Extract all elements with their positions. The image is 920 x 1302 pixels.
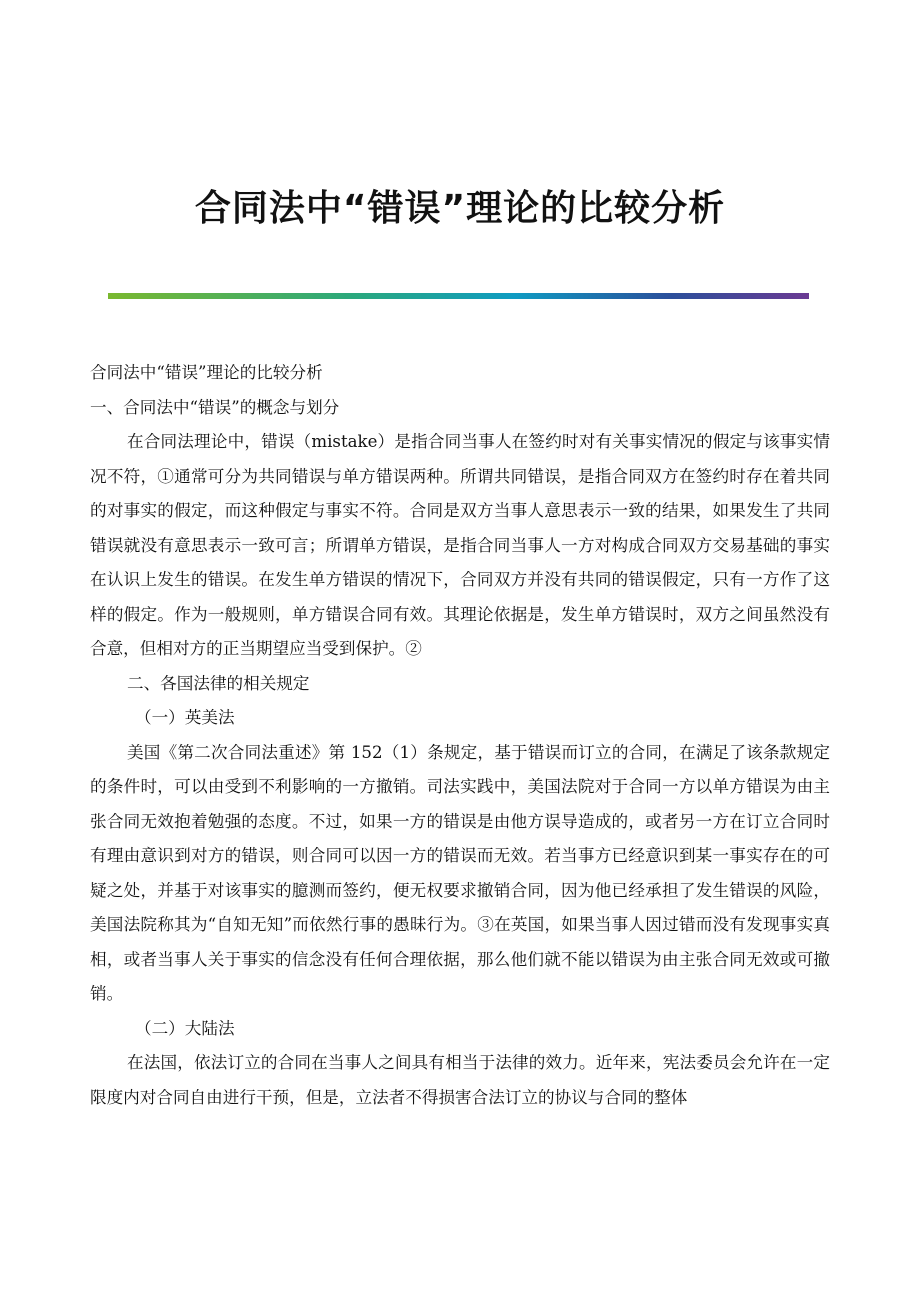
body-heading: 合同法中“错误”理论的比较分析 <box>90 363 323 382</box>
document-body <box>90 356 830 1115</box>
document-title: 合同法中“错误”理论的比较分析 <box>194 188 726 229</box>
body-paragraph: 在合同法理论中，错误（mistake）是指合同当事人在签约时对有关事实情况的假定与该事实情况不符，①通常可分为共同错误与单方错误两种。所谓共同错误，是指合同双方在签约时存在着共同的对事实的假定，而这种假定与事实不符。合同是双方当事人意思表示一致的结果，如果发生了共同错误就没有意思表示一致可言；所谓单方错误，是指合同当事人一方对构成合同双方交易基础的事实在认识上发生的错误。在发生单方错误的情况下，合同双方并没有共同的错误假定，只有一方作了这样的假定。作为一般规则，单方错误合同有效。其理论依据是，发生单方错误时，双方之间虽然没有合意，但相对方的正当期望应当受到保护。② <box>90 432 830 658</box>
title-divider-rule <box>108 293 809 299</box>
section-heading: 一、合同法中“错误”的概念与划分 <box>90 397 340 417</box>
subsection-heading: （二）大陆法 <box>135 1018 235 1038</box>
body-paragraph: 在法国，依法订立的合同在当事人之间具有相当于法律的效力。近年来，宪法委员会允许在一定限度内对合同自由进行干预，但是，立法者不得损害合法订立的协议与合同的整体 <box>90 1053 830 1107</box>
subsection-heading: （一）英美法 <box>135 708 235 727</box>
section-heading: 二、各国法律的相关规定 <box>127 673 310 693</box>
body-paragraph: 美国《第二次合同法重述》第 152（1）条规定，基于错误而订立的合同，在满足了该条款规定的条件时，可以由受到不利影响的一方撤销。司法实践中，美国法院对于合同一方以单方错误为由主张合同无效抱着勉强的态度。不过，如果一方的错误是由他方误导造成的，或者另一方在订立合同时有理由意识到对方的错误，则合同可以因一方的错误而无效。若当事方已经意识到某一事实存在的可疑之处，并基于对该事实的臆测而签约，便无权要求撤销合同，因为他已经承担了发生错误的风险，美国法院称其为“自知无知”而依然行事的愚昧行为。③在英国，如果当事人因过错而没有发现事实真相，或者当事人关于事实的信念没有任何合理依据，那么他们就不能以错误为由主张合同无效或可撤销。 <box>90 742 830 1003</box>
